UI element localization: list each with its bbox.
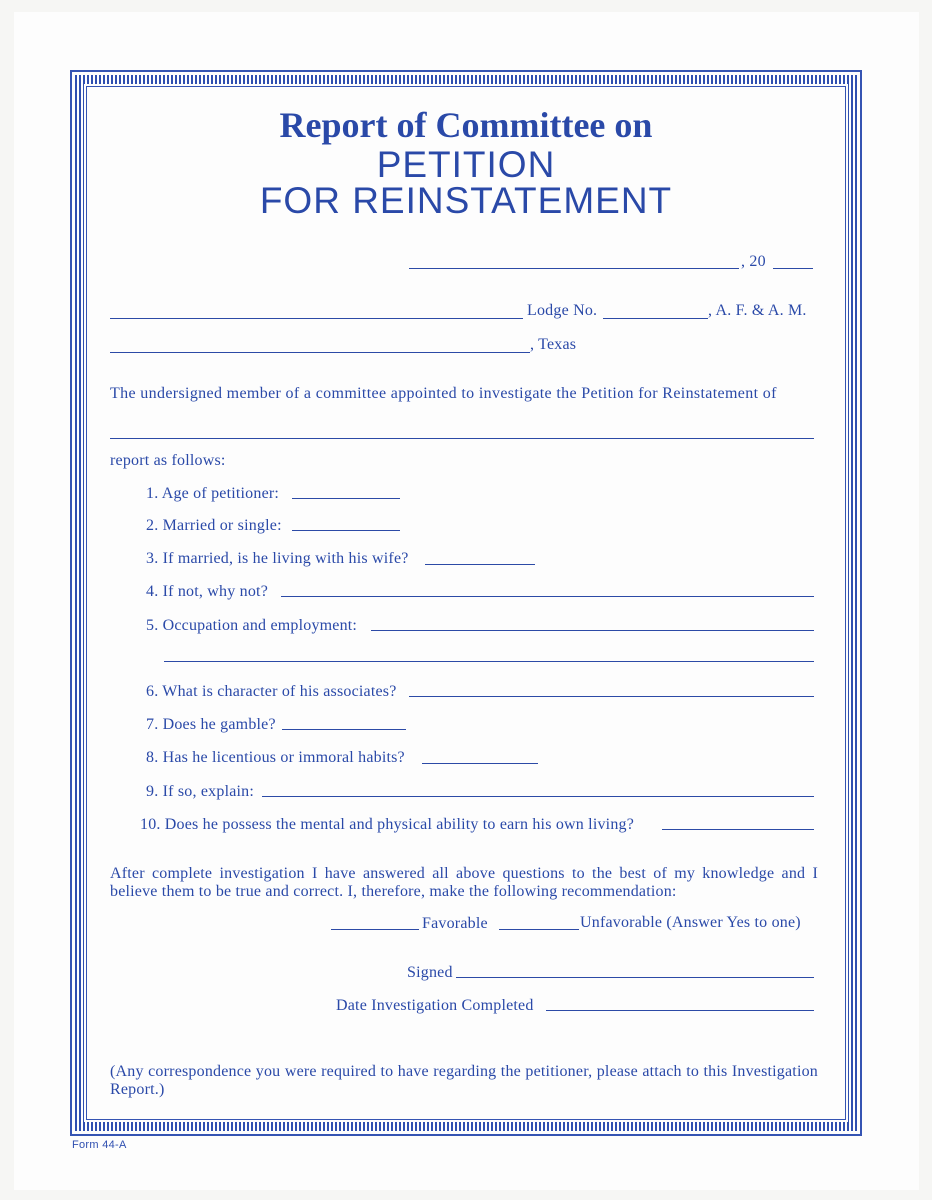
question-2-answer[interactable] — [292, 530, 400, 531]
afam-label: , A. F. & A. M. — [708, 302, 807, 319]
question-3-label: 3. If married, is he living with his wife? — [146, 550, 409, 567]
question-9-label: 9. If so, explain: — [146, 783, 255, 800]
unfavorable-label: Unfavorable (Answer Yes to one) — [580, 914, 801, 931]
date-completed-label: Date Investigation Completed — [336, 997, 534, 1014]
form-number: Form 44-A — [72, 1139, 127, 1151]
question-10-answer[interactable] — [662, 829, 814, 830]
question-8-answer[interactable] — [422, 763, 538, 764]
question-7-answer[interactable] — [282, 729, 406, 730]
question-7-label: 7. Does he gamble? — [146, 716, 276, 733]
title-line-3: FOR REINSTATEMENT — [259, 180, 673, 221]
petitioner-name-field[interactable] — [110, 438, 814, 439]
texas-label: , Texas — [530, 336, 577, 353]
question-8-label: 8. Has he licentious or immoral habits? — [146, 749, 405, 766]
question-10-label: 10. Does he possess the mental and physical ability to earn his own living? — [140, 816, 635, 833]
lodge-name-field[interactable] — [110, 318, 523, 319]
favorable-label: Favorable — [422, 915, 488, 932]
report-label: report as follows: — [110, 452, 226, 469]
question-6-label: 6. What is character of his associates? — [146, 683, 397, 700]
lodge-number-field[interactable] — [603, 318, 708, 319]
question-9-answer[interactable] — [262, 796, 814, 797]
footnote-text: (Any correspondence you were required to have regarding the petitioner, please attach to this Investigation Report.) — [110, 1063, 818, 1098]
question-6-answer[interactable] — [409, 696, 814, 697]
lodge-no-label: Lodge No. — [527, 302, 598, 319]
question-1-answer[interactable] — [292, 498, 400, 499]
date-year-label: , 20 — [741, 253, 766, 270]
title-line-2: PETITION — [376, 144, 556, 185]
question-5-label: 5. Occupation and employment: — [146, 617, 358, 634]
city-field[interactable] — [110, 352, 530, 353]
question-4-label: 4. If not, why not? — [146, 583, 269, 600]
unfavorable-answer[interactable] — [499, 929, 579, 930]
inner-border — [86, 86, 846, 1120]
question-3-answer[interactable] — [425, 564, 535, 565]
question-5-answer-continued[interactable] — [164, 661, 814, 662]
intro-text: The undersigned member of a committee appointed to investigate the Petition for Reinstatement of — [110, 385, 777, 402]
signature-field[interactable] — [456, 977, 814, 978]
title-line-1: Report of Committee on — [279, 105, 653, 145]
certification-text: After complete investigation I have answered all above questions to the best of my knowledge and I believe them to be true and correct. I, therefore, make the following recommendation: — [110, 865, 818, 900]
date-completed-field[interactable] — [546, 1010, 814, 1011]
year-field[interactable] — [773, 268, 813, 269]
question-1-label: 1. Age of petitioner: — [146, 485, 280, 502]
date-field[interactable] — [409, 268, 739, 269]
signed-label: Signed — [407, 964, 453, 981]
question-5-answer[interactable] — [371, 630, 814, 631]
question-4-answer[interactable] — [281, 596, 814, 597]
question-2-label: 2. Married or single: — [146, 517, 282, 534]
favorable-answer[interactable] — [331, 929, 419, 930]
